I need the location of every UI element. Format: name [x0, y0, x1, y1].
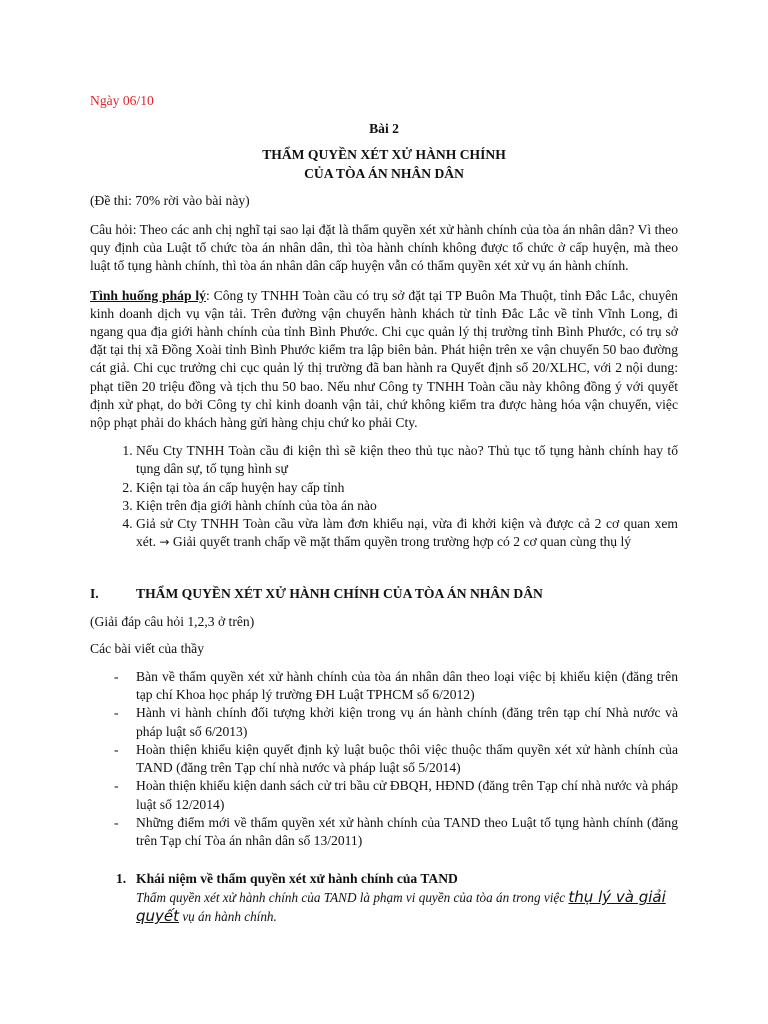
case-paragraph — [90, 287, 678, 433]
list-item: 3. Kiện trên địa giới hành chính của tòa án nào — [136, 497, 678, 515]
articles-heading: Các bài viết của thầy — [90, 640, 204, 656]
case-text: : Công ty TNHH Toàn cầu có trụ sở đặt tại TP Buôn Ma Thuột, tỉnh Đắc Lắc, chuyên kinh doanh dịch vụ vận tải. Trên đường vận chuyển hành khách từ tỉnh Đắc Lắc về tỉnh Vĩnh Long, đi ngang qua địa giới hành chính của tỉnh Bình Phước. Chi cục quản lý thị trường tỉnh Bình Phước, có trụ sở đặt tại thị xã Đồng Xoài tỉnh Bình Phước kiểm tra lập biên bản. Phát hiện trên xe vận chuyển 50 bao đường cát giả. Chi cục trưởng chi cục quản lý thị trường đã ban hành ra Quyết định số 20/XLHC, với 2 nội dung: phạt tiền 20 triệu đồng và tịch thu 50 bao. Nếu như Công ty TNHH Toàn cầu này không đồng ý với quyết định xử phạt, do bởi Công ty chỉ kinh doanh vận tải, chứ không kiểm tra được hàng hóa vận chuyển, việc nộp phạt phải do khách hàng gửi hàng chịu chứ ko phải Cty. — [90, 287, 678, 431]
list-item: - Hoàn thiện khiếu kiện danh sách cử tri bầu cử ĐBQH, HĐND (đăng trên Tạp chí nhà nước và pháp luật số 12/2014) — [136, 777, 678, 813]
case-label: Tình huống pháp lý — [90, 287, 206, 303]
question-4-tail: Giải quyết tranh chấp về mặt thẩm quyền trong trường hợp có 2 cơ quan cùng thụ lý — [169, 534, 632, 550]
list-item: 1. Nếu Cty TNHH Toàn cầu đi kiện thì sẽ kiện theo thủ tục nào? Thủ tục tố tụng hành chính hay tố tụng dân sự, tố tụng hình sự — [136, 442, 678, 478]
list-item: - Hành vi hành chính đối tượng khởi kiện trong vụ án hành chính (đăng trên tạp chí Nhà nước và pháp luật số 6/2013) — [136, 704, 678, 740]
definition-paragraph — [136, 888, 678, 926]
definition-highlight: thụ lý và giải quyết — [136, 888, 666, 926]
articles-list — [90, 668, 678, 850]
page-title-line2: CỦA TÒA ÁN NHÂN DÂN — [304, 165, 464, 181]
section-number: I. — [90, 586, 99, 602]
definition-pre: Thẩm quyền xét xử hành chính của TAND là phạm vi quyền của tòa án trong việc — [136, 890, 569, 906]
answer-note: (Giải đáp câu hỏi 1,2,3 ở trên) — [90, 613, 255, 629]
arrow-right-icon: → — [159, 535, 170, 550]
list-item: - Hoàn thiện khiếu kiện quyết định kỷ luật buộc thôi việc thuộc thẩm quyền xét xử hành chính của TAND (đăng trên Tạp chí nhà nước và pháp luật số 5/2014) — [136, 741, 678, 777]
page-title-line1: THẨM QUYỀN XÉT XỬ HÀNH CHÍNH — [262, 147, 506, 163]
question-4-text: Giả sử Cty TNHH Toàn cầu vừa làm đơn khiếu nại, vừa đi khởi kiện và được cả 2 cơ quan xem xét. — [136, 516, 678, 550]
section-title: THẨM QUYỀN XÉT XỬ HÀNH CHÍNH CỦA TÒA ÁN NHÂN DÂN — [136, 586, 543, 602]
subsection-title: Khái niệm về thẩm quyền xét xử hành chính của TAND — [136, 871, 458, 887]
list-item: - Bàn về thẩm quyền xét xử hành chính của tòa án nhân dân theo loại việc bị khiếu kiện (đăng trên tạp chí Khoa học pháp lý trường ĐH Luật TPHCM số 6/2012) — [136, 668, 678, 704]
question-paragraph: Câu hỏi: Theo các anh chị nghĩ tại sao lại đặt là thẩm quyền xét xử hành chính của tòa án nhân dân? Vì theo quy định của Luật tổ chức tòa án nhân dân, thì tòa hành chính không được tổ chức ở cấp huyện, mà theo luật tố tụng hành chính, thì tòa án nhân dân cấp huyện vẫn có thẩm quyền xét xử vụ án hành chính. — [90, 222, 678, 274]
subsection-number: 1. — [116, 871, 127, 887]
exam-note: (Đề thi: 70% rời vào bài này) — [90, 192, 250, 208]
list-item: 2. Kiện tại tòa án cấp huyện hay cấp tỉnh — [136, 479, 678, 497]
lesson-number: Bài 2 — [369, 121, 399, 137]
date-line: Ngày 06/10 — [90, 93, 154, 108]
list-item — [136, 515, 678, 551]
section-heading — [90, 585, 678, 603]
subsection-heading — [116, 870, 678, 888]
definition-post: vụ án hành chính. — [179, 909, 277, 925]
question-list — [90, 442, 678, 551]
list-item: - Những điểm mới về thẩm quyền xét xử hành chính của TAND theo Luật tố tụng hành chính (đăng trên Tạp chí Tòa án nhân dân số 13/2011) — [136, 814, 678, 850]
